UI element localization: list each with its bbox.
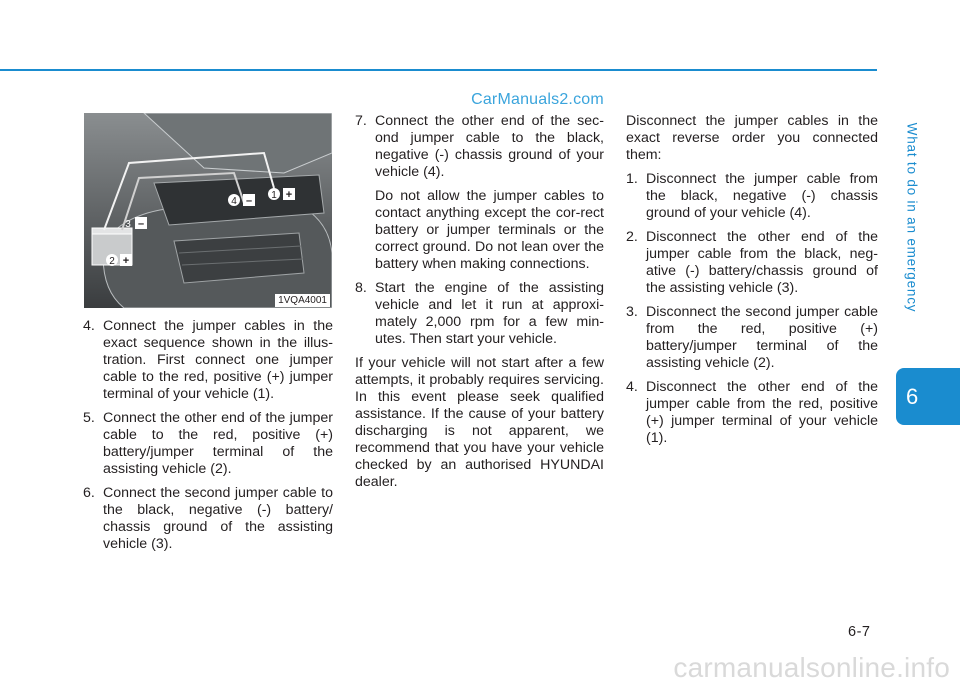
jump-start-illustration (84, 113, 332, 308)
step-text: Connect the second jumper cable to the black, negative (-) battery/ chassis ground of the assisting vehicle (3). (103, 485, 333, 552)
callout-2: 2 (109, 256, 115, 267)
section-title-text: What to do in an emergency (904, 122, 920, 313)
step-8 (355, 280, 604, 348)
chapter-tab[interactable]: 6 (896, 368, 960, 425)
step-number: 6. (83, 485, 95, 501)
negative-sign-4: – (245, 195, 253, 207)
engine-bay-drawing (84, 113, 332, 308)
disconnect-intro: Disconnect the jumper cables in the exact reverse order you connected them: (626, 113, 878, 163)
callout-4: 4 (231, 196, 237, 207)
step-number: 5. (83, 410, 95, 426)
step-number: 4. (83, 318, 95, 334)
step-text: Connect the other end of the jumper cable to the red, positive (+) battery/jumper terminal of the assisting vehicle (2). (103, 410, 333, 477)
step-number: 2. (626, 229, 638, 245)
column-2 (355, 113, 604, 498)
positive-sign-2: + (122, 255, 130, 267)
step-number: 4. (626, 379, 638, 395)
negative-sign-3: – (137, 218, 145, 230)
figure-code: 1VQA4001 (275, 294, 330, 307)
disconnect-step-2 (626, 229, 878, 297)
disconnect-step-4 (626, 379, 878, 447)
step-6 (83, 485, 333, 553)
page-number: 6-7 (848, 624, 871, 640)
positive-sign-1: + (285, 189, 293, 201)
step-text: Disconnect the other end of the jumper cable from the red, positive (+) jumper terminal of your vehicle (1). (646, 379, 878, 446)
step-number: 1. (626, 171, 638, 187)
watermark-bottom[interactable]: carmanualsonline.info (673, 652, 950, 683)
callout-3: 3 (125, 219, 131, 230)
step-text: Start the engine of the assisting vehicle and let it run at approxi-mately 2,000 rpm for a few min-utes. Then start your vehicle. (375, 280, 604, 347)
step-number: 7. (355, 113, 367, 129)
step-text: Connect the jumper cables in the exact sequence shown in the illus-tration. First connect one jumper cable to the red, positive (+) jumper terminal of your vehicle (1). (103, 318, 333, 402)
callout-1: 1 (271, 190, 277, 201)
step-text: Connect the other end of the sec-ond jumper cable to the black, negative (-) chassis ground of your vehicle (4). (375, 113, 604, 180)
step-5 (83, 410, 333, 478)
step-text: Disconnect the other end of the jumper cable from the black, neg-ative (-) battery/chassis ground of the assisting vehicle (3). (646, 229, 878, 296)
step-number: 8. (355, 280, 367, 296)
step-7-note: Do not allow the jumper cables to contact anything except the cor-rect battery or jumper terminals or the correct ground. Do not lean over the battery when making connections. (375, 188, 604, 272)
column-1 (83, 318, 333, 560)
disconnect-step-3 (626, 304, 878, 372)
step-text: Disconnect the second jumper cable from the red, positive (+) battery/jumper terminal of the assisting vehicle (2). (646, 304, 878, 371)
section-title-vertical (896, 70, 928, 365)
step-number: 3. (626, 304, 638, 320)
header-rule (0, 69, 877, 71)
column-3 (626, 113, 878, 454)
step-7 (355, 113, 604, 181)
watermark-top[interactable]: CarManuals2.com (471, 91, 604, 108)
step-4 (83, 318, 333, 403)
service-paragraph: If your vehicle will not start after a few attempts, it probably requires servicing. In this event please seek qualified assistance. If the cause of your battery discharging is not apparent, we recommend that you have your vehicle checked by an authorised HYUNDAI dealer. (355, 355, 604, 490)
disconnect-step-1 (626, 171, 878, 222)
step-text: Disconnect the jumper cable from the black, negative (-) chassis ground of your vehicle (4). (646, 171, 878, 221)
